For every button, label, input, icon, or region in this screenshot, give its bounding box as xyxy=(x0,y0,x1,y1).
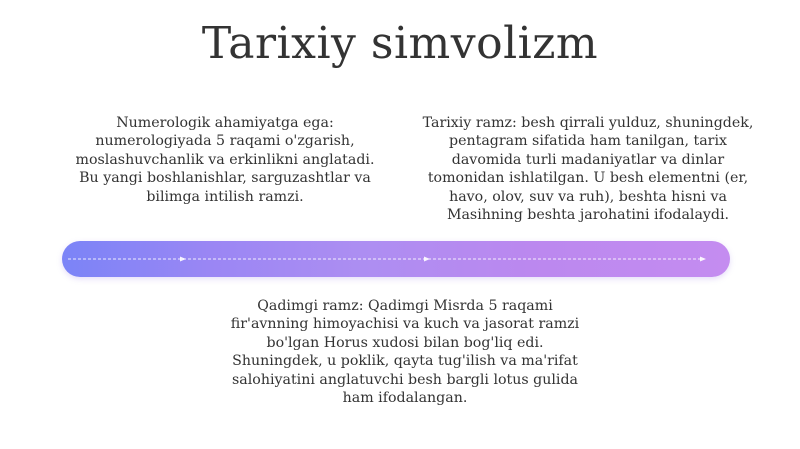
page-title: Tarixiy simvolizm xyxy=(201,18,599,69)
timeline-arrows xyxy=(62,241,730,277)
arrow-icon xyxy=(424,257,430,262)
historical-symbol-text: Tarixiy ramz: besh qirrali yulduz, shuningdek, pentagram sifatida ham tanilgan, tarix davomida turli madaniyatlar va dinlar tomonidan ishlatilgan. U besh elementni (er, havo, olov, suv va ruh), beshta hisni va Masihning beshta jarohatini ifodalaydi. xyxy=(422,115,754,224)
arrow-icon xyxy=(700,257,706,262)
arrow-icon xyxy=(180,257,186,262)
ancient-symbol-text: Qadimgi ramz: Qadimgi Misrda 5 raqami fir'avnning himoyachisi va kuch va jasorat ramzi bo'lgan Horus xudosi bilan bog'liq edi. Shuningdek, u poklik, qayta tug'ilish va ma'rifat salohiyatini anglatuvchi besh bargli lotus gulida ham ifodalangan. xyxy=(230,298,580,407)
timeline-bar xyxy=(62,241,730,277)
numerological-text: Numerologik ahamiyatga ega: numerologiyada 5 raqami o'zgarish, moslashuvchanlik va erkinlikni anglatadi. Bu yangi boshlanishlar, sarguzashtlar va bilimga intilish ramzi. xyxy=(75,115,375,205)
